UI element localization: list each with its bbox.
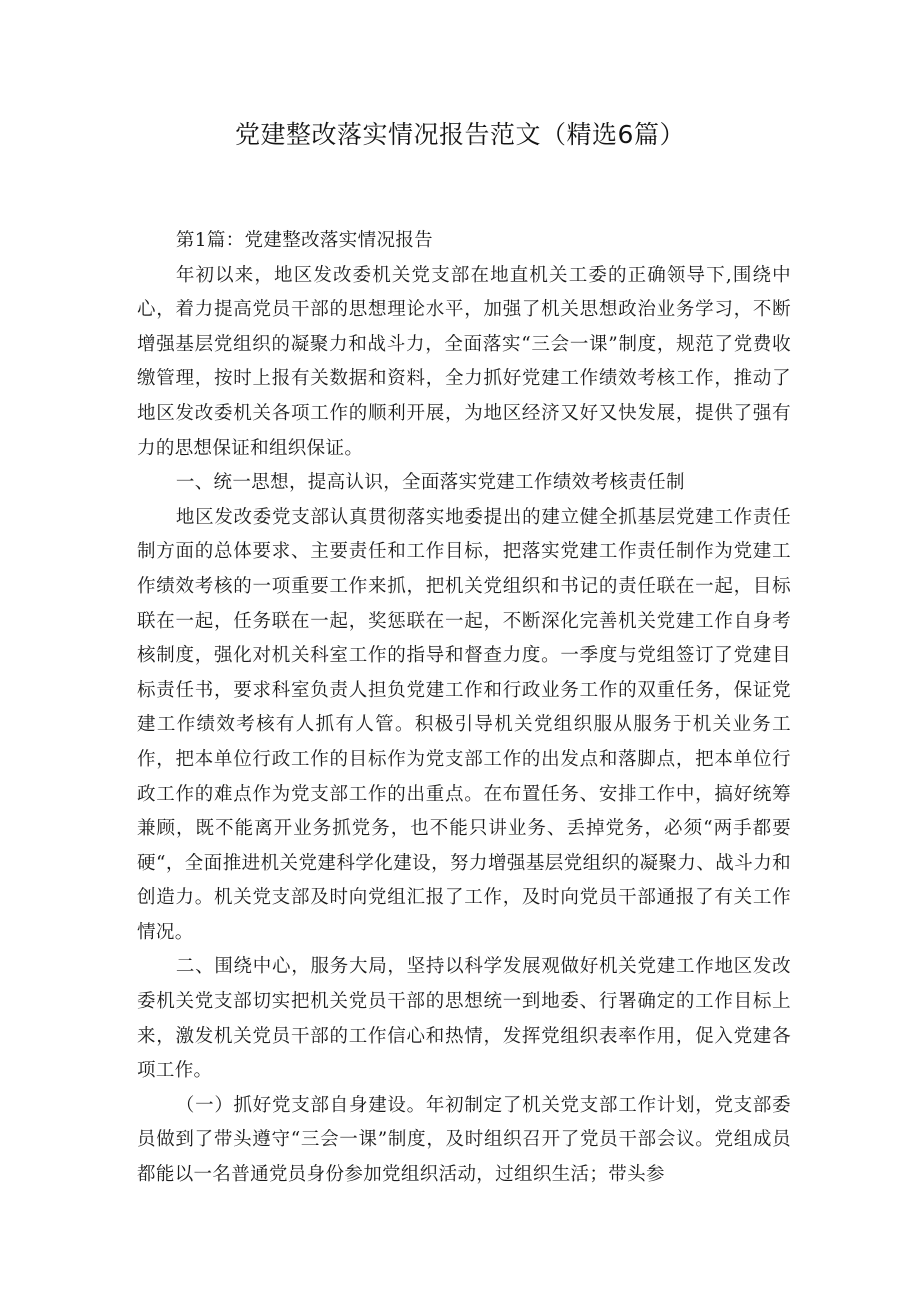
paragraph-intro: 年初以来，地区发改委机关党支部在地直机关工委的正确领导下,围绕中心，着力提高党员干部的思想理论水平，加强了机关思想政治业务学习，不断增强基层党组织的凝聚力和战斗力，全面落实“三会一课”制度，规范了党费收缴管理，按时上报有关数据和资料，全力抓好党建工作绩效考核工作，推动了地区发改委机关各项工作的顺利开展，为地区经济又好又快发展，提供了强有力的思想保证和组织保证。: [137, 264, 791, 459]
section-heading-1: 一、统一思想，提高认识，全面落实党建工作绩效考核责任制: [175, 472, 685, 494]
paragraph-section-1: 地区发改委党支部认真贯彻落实地委提出的建立健全抓基层党建工作责任制方面的总体要求、主要责任和工作目标，把落实党建工作责任制作为党建工作绩效考核的一项重要工作来抓，把机关党组织和书记的责任联在一起，目标联在一起，任务联在一起，奖惩联在一起，不断深化完善机关党建工作自身考核制度，强化对机关科室工作的指导和督查力度。一季度与党组签订了党建目标责任书，要求科室负责人担负党建工作和行政业务工作的双重任务，保证党建工作绩效考核有人抓有人管。积极引导机关党组织服从服务于机关业务工作，把本单位行政工作的目标作为党支部工作的出发点和落脚点，把本单位行政工作的难点作为党支部工作的出重点。在布置任务、安排工作中，搞好统筹兼顾，既不能离开业务抓党务，也不能只讲业务、丢掉党务，必须“两手都要硬“，全面推进机关党建科学化建设，努力增强基层党组织的凝聚力、战斗力和创造力。机关党支部及时向党组汇报了工作，及时向党员干部通报了有关工作情况。: [137, 506, 791, 943]
section-heading-2: 二、围绕中心，服务大局，坚持以科学发展观做好机关党建工作地区发改委机关党支部切实把机关党员干部的思想统一到地委、行署确定的工作目标上来，激发机关党员干部的工作信心和热情，发挥党组织表率作用，促入党建各项工作。: [137, 956, 791, 1082]
document-body: [137, 224, 791, 1193]
document-title: 党建整改落实情况报告范文（精选6篇）: [235, 120, 685, 149]
paragraph-subsection-1: （一）抓好党支部自身建设。年初制定了机关党支部工作计划，党支部委员做到了带头遵守“三会一课”制度，及时组织召开了党员干部会议。党组成员都能以一名普通党员身份参加党组织活动，过组织生活；带头参: [137, 1094, 791, 1186]
chapter-heading: 第1篇：党建整改落实情况报告: [175, 230, 434, 251]
